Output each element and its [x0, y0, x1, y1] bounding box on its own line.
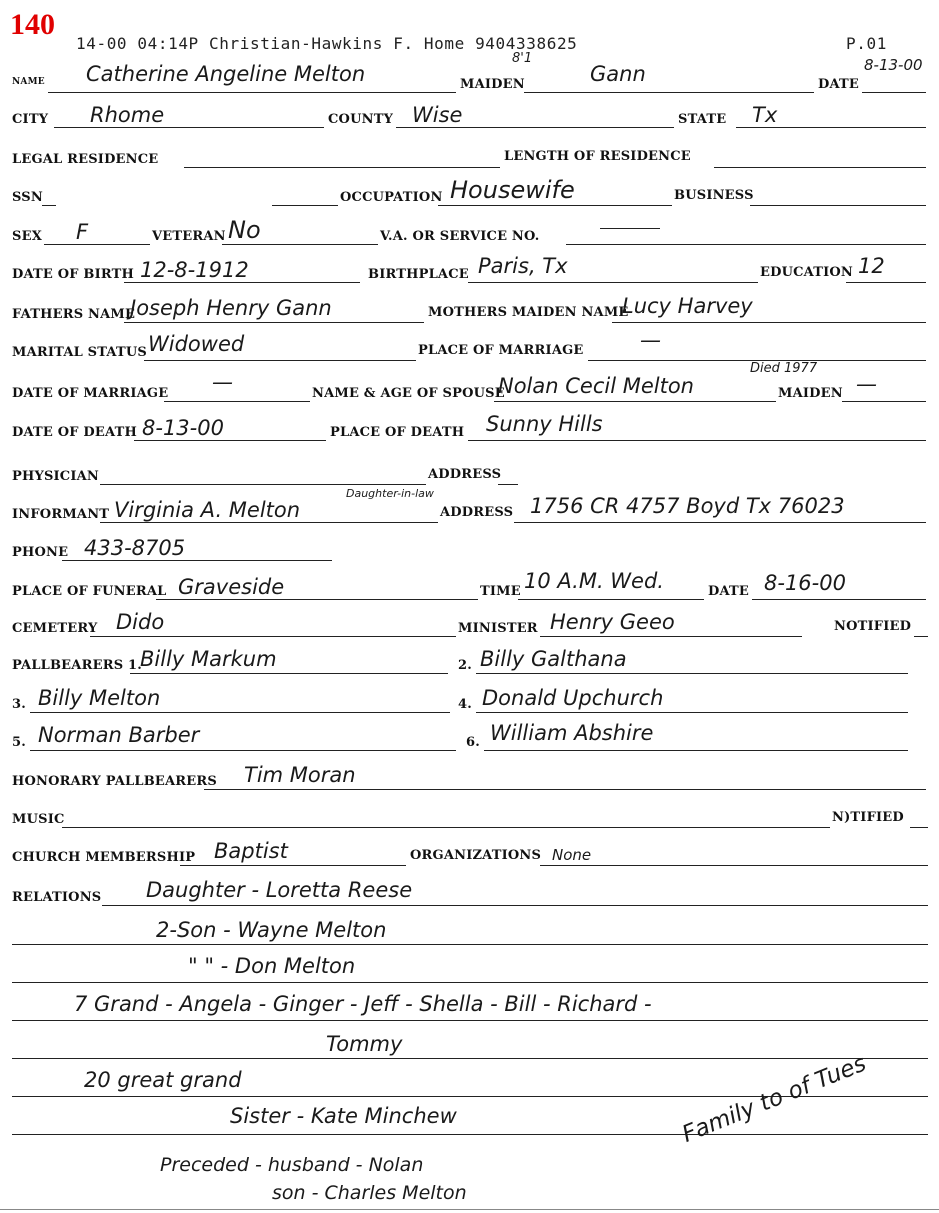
marital-status-line	[144, 360, 416, 361]
funeral-date-line	[752, 599, 926, 600]
funeral-time-value: 10 A.M. Wed.	[524, 569, 664, 593]
informant-address-value: 1756 CR 4757 Boyd Tx 76023	[530, 494, 845, 518]
city-value: Rhome	[90, 103, 165, 127]
va-number-line	[566, 244, 926, 245]
funeral-date-value: 8-16-00	[764, 571, 846, 595]
county-value: Wise	[412, 103, 463, 127]
relations-line-7	[12, 1134, 928, 1135]
organizations-line	[540, 865, 928, 866]
mothers-maiden-name-line	[612, 322, 926, 323]
legal-residence-label: LEGAL RESIDENCE	[12, 152, 159, 167]
education-line	[846, 282, 926, 283]
cemetery-value: Dido	[116, 610, 165, 634]
pallbearer-3-label: 3.	[12, 697, 26, 712]
minister-line	[540, 636, 802, 637]
occupation-line	[438, 205, 672, 206]
veteran-value: No	[228, 216, 261, 244]
minister-label: MINISTER	[458, 621, 538, 636]
state-line	[736, 127, 926, 128]
relations-line-3	[12, 982, 928, 983]
church-membership-line	[180, 865, 406, 866]
phone-line	[62, 560, 332, 561]
pallbearer-1-line	[130, 673, 448, 674]
date-of-death-value: 8-13-00	[142, 416, 224, 440]
maiden-note: 8'1	[512, 51, 533, 66]
place-of-marriage-value: —	[640, 328, 661, 352]
funeral-time-label: TIME	[480, 584, 521, 599]
va-number-label: V.A. OR SERVICE NO.	[380, 229, 540, 244]
spouse-maiden-value: —	[856, 372, 877, 396]
spouse-died-note: Died 1977	[750, 361, 818, 376]
phone-label: PHONE	[12, 545, 69, 560]
pallbearers-label: PALLBEARERS 1.	[12, 658, 142, 673]
pallbearer-5-line	[30, 750, 456, 751]
state-label: STATE	[678, 112, 727, 127]
relations-entry-7: Sister - Kate Minchew	[230, 1104, 457, 1128]
cemetery-label: CEMETERY	[12, 621, 98, 636]
place-of-death-value: Sunny Hills	[486, 412, 603, 436]
date-of-birth-line	[124, 282, 360, 283]
birthplace-value: Paris, Tx	[478, 254, 568, 278]
occupation-label: OCCUPATION	[340, 190, 443, 205]
date-of-birth-value: 12-8-1912	[140, 258, 249, 282]
physician-label: PHYSICIAN	[12, 469, 100, 484]
place-of-death-label: PLACE OF DEATH	[330, 425, 465, 440]
honorary-pallbearers-line	[204, 789, 926, 790]
legal-residence-line	[184, 167, 500, 168]
place-of-death-line	[468, 440, 926, 441]
fathers-name-value: Joseph Henry Gann	[130, 296, 332, 320]
pallbearer-6-value: William Abshire	[490, 721, 654, 745]
pallbearer-3-line	[30, 712, 450, 713]
informant-note: Daughter-in-law	[346, 487, 434, 500]
place-of-funeral-line	[156, 599, 478, 600]
relations-entry-4: 7 Grand - Angela - Ginger - Jeff - Shella - Bill - Richard -	[74, 992, 652, 1016]
city-line	[54, 127, 324, 128]
place-of-funeral-label: PLACE OF FUNERAL	[12, 584, 167, 599]
spouse-maiden-line	[842, 401, 926, 402]
va-dash-mark	[600, 228, 660, 229]
page-number: 140	[10, 8, 55, 41]
maiden-value: Gann	[590, 62, 646, 86]
education-value: 12	[858, 254, 885, 278]
organizations-value: None	[552, 846, 592, 864]
place-of-funeral-value: Graveside	[178, 575, 285, 599]
ssn-label: SSN	[12, 190, 43, 205]
physician-address-label: ADDRESS	[428, 467, 502, 482]
preceded-by-line-1: Preceded - husband - Nolan	[160, 1154, 424, 1176]
pallbearer-4-value: Donald Upchurch	[482, 686, 664, 710]
phone-value: 433-8705	[84, 536, 186, 560]
sex-value: F	[76, 220, 89, 244]
preceded-by-line-2: son - Charles Melton	[272, 1182, 467, 1204]
informant-label: INFORMANT	[12, 507, 110, 522]
relations-entry-3: " " - Don Melton	[188, 954, 356, 978]
pallbearer-4-line	[476, 712, 908, 713]
pallbearer-1-value: Billy Markum	[140, 647, 277, 671]
spouse-name-value: Nolan Cecil Melton	[498, 374, 694, 398]
sex-label: SEX	[12, 229, 42, 244]
name-age-spouse-label: NAME & AGE OF SPOUSE	[312, 386, 505, 401]
occupation-value: Housewife	[450, 176, 575, 204]
fax-header-line: 14-00 04:14P Christian-Hawkins F. Home 9404338625	[76, 34, 578, 53]
city-label: CITY	[12, 112, 49, 127]
notified-line	[914, 636, 928, 637]
business-line	[750, 205, 926, 206]
scan-bottom-edge	[0, 1209, 939, 1210]
sex-line	[44, 244, 150, 245]
maiden-line	[524, 92, 814, 93]
pallbearer-5-label: 5.	[12, 735, 26, 750]
date-of-birth-label: DATE OF BIRTH	[12, 267, 135, 282]
pallbearer-2-line	[476, 673, 908, 674]
informant-address-line	[514, 522, 926, 523]
education-label: EDUCATION	[760, 265, 854, 280]
pallbearer-4-label: 4.	[458, 697, 472, 712]
county-line	[396, 127, 674, 128]
name-label: NAME	[12, 77, 45, 87]
date-of-death-label: DATE OF DEATH	[12, 425, 137, 440]
side-note: Family to of Tues	[678, 1050, 870, 1148]
date-label: DATE	[818, 77, 860, 92]
relations-line-2	[12, 944, 928, 945]
organizations-label: ORGANIZATIONS	[410, 848, 542, 863]
ssn-line-a	[42, 205, 56, 206]
physician-line	[100, 484, 426, 485]
funeral-date-label: DATE	[708, 584, 750, 599]
relations-line-1	[102, 905, 928, 906]
mothers-maiden-name-value: Lucy Harvey	[622, 294, 753, 318]
music-label: MUSIC	[12, 812, 65, 827]
minister-value: Henry Geeo	[550, 610, 675, 634]
pallbearer-5-value: Norman Barber	[38, 723, 200, 747]
music-notified-label: N)TIFIED	[832, 810, 904, 825]
date-of-death-line	[134, 440, 326, 441]
cemetery-line	[90, 636, 456, 637]
pallbearer-3-value: Billy Melton	[38, 686, 161, 710]
state-value: Tx	[752, 103, 778, 127]
name-line	[48, 92, 456, 93]
veteran-line	[222, 244, 378, 245]
fathers-name-label: FATHERS NAME	[12, 307, 136, 322]
church-membership-label: CHURCH MEMBERSHIP	[12, 850, 196, 865]
fathers-name-line	[124, 322, 424, 323]
music-line	[62, 827, 830, 828]
church-membership-value: Baptist	[214, 839, 288, 863]
informant-address-label: ADDRESS	[440, 505, 514, 520]
length-of-residence-line	[714, 167, 926, 168]
marital-status-label: MARITAL STATUS	[12, 345, 148, 360]
honorary-pallbearer-value: Tim Moran	[244, 763, 356, 787]
birthplace-label: BIRTHPLACE	[368, 267, 469, 282]
date-value: 8-13-00	[864, 56, 923, 74]
pallbearer-2-value: Billy Galthana	[480, 647, 627, 671]
business-label: BUSINESS	[674, 188, 754, 203]
marital-status-value: Widowed	[148, 332, 245, 356]
pallbearer-2-label: 2.	[458, 658, 472, 673]
physician-address-line	[498, 484, 518, 485]
birthplace-line	[468, 282, 758, 283]
relations-line-4	[12, 1020, 928, 1021]
funeral-time-line	[518, 599, 704, 600]
music-notified-line	[910, 827, 928, 828]
maiden-label: MAIDEN	[460, 77, 525, 92]
informant-line	[100, 522, 438, 523]
ssn-line-b	[272, 205, 338, 206]
date-of-marriage-label: DATE OF MARRIAGE	[12, 386, 169, 401]
relations-entry-6: 20 great grand	[84, 1068, 242, 1092]
pallbearer-6-line	[484, 750, 908, 751]
pallbearer-6-label: 6.	[466, 735, 480, 750]
mothers-maiden-name-label: MOTHERS MAIDEN NAME	[428, 305, 629, 320]
relations-entry-5: Tommy	[326, 1032, 403, 1056]
veteran-label: VETERAN	[152, 229, 226, 244]
relations-entry-2: 2-Son - Wayne Melton	[156, 918, 387, 942]
relations-entry-1: Daughter - Loretta Reese	[146, 878, 413, 902]
honorary-pallbearers-label: HONORARY PALLBEARERS	[12, 774, 217, 789]
relations-label: RELATIONS	[12, 890, 102, 905]
name-age-spouse-line	[494, 401, 776, 402]
relations-line-5	[12, 1058, 928, 1059]
fax-page-indicator: P.01	[846, 34, 887, 53]
place-of-marriage-label: PLACE OF MARRIAGE	[418, 343, 584, 358]
date-of-marriage-line	[164, 401, 310, 402]
length-of-residence-label: LENGTH OF RESIDENCE	[504, 149, 691, 164]
name-value: Catherine Angeline Melton	[86, 62, 366, 86]
notified-label: NOTIFIED	[834, 619, 912, 634]
date-of-marriage-value: —	[212, 370, 233, 394]
date-line	[862, 92, 926, 93]
informant-value: Virginia A. Melton	[114, 498, 301, 522]
spouse-maiden-label: MAIDEN	[778, 386, 843, 401]
county-label: COUNTY	[328, 112, 394, 127]
